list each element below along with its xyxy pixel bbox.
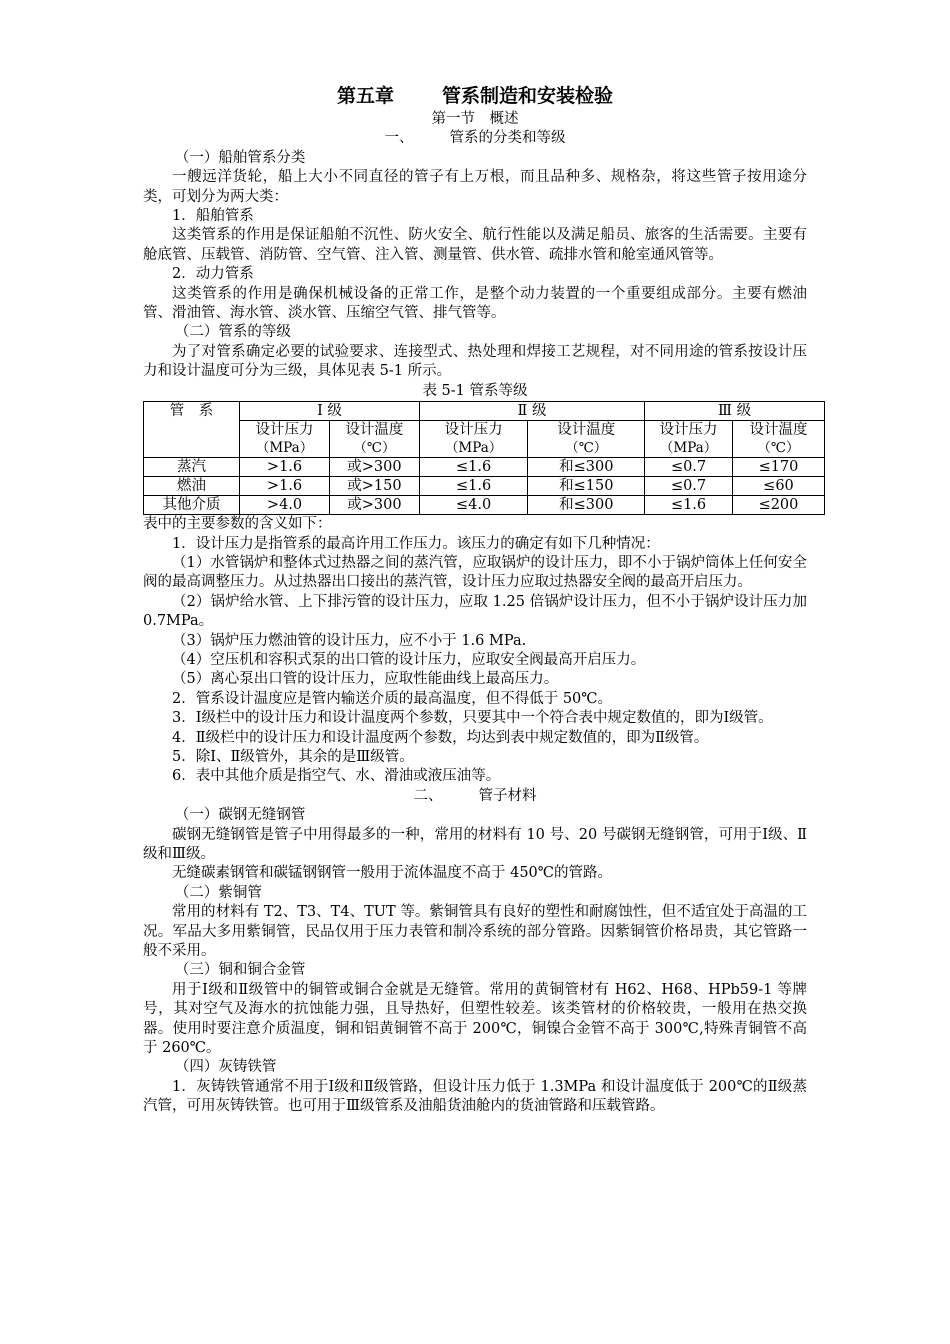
table-row xyxy=(144,458,825,477)
heading-ship-pipe-classification: （一）船舶管系分类 xyxy=(174,149,306,166)
paragraph: （1）水管锅炉和整体式过热器之间的蒸汽管，应取锅炉的设计压力，即不小于锅炉筒体上任何安全阀的最高调整压力。从过热器出口接出的蒸汽管，设计压力应取过热器安全阀的最高开启压力。 xyxy=(143,554,807,591)
chapter-title xyxy=(143,84,807,108)
document-page xyxy=(143,84,807,1117)
paragraph: 4．Ⅱ级栏中的设计压力和设计温度两个参数，均达到表中规定数值的，即为Ⅱ级管。 xyxy=(172,729,709,746)
row-name: 燃油 xyxy=(144,477,240,496)
paragraph: 无缝碳素钢管和碳锰钢钢管一般用于流体温度不高于 450℃的管路。 xyxy=(172,865,613,882)
cell: ≤200 xyxy=(732,496,824,515)
paragraph: 1．设计压力是指管系的最高许用工作压力。该压力的确定有如下几种情况： xyxy=(172,535,660,552)
paragraph: 这类管系的作用是确保机械设备的正常工作，是整个动力装置的一个重要组成部分。主要有燃油管、滑油管、海水管、淡水管、压缩空气管、排气管等。 xyxy=(143,285,807,322)
paragraph: （2）锅炉给水管、上下排污管的设计压力，应取 1.25 倍锅炉设计压力，但不小于锅炉设计压力加 0.7MPa。 xyxy=(143,593,807,630)
paragraph: 6．表中其他介质是指空气、水、滑油或液压油等。 xyxy=(172,768,501,785)
header-grade-2: Ⅱ 级 xyxy=(419,402,644,421)
paragraph: 2．管系设计温度应是管内输送介质的最高温度，但不得低于 50℃。 xyxy=(172,690,613,707)
header-pressure: 设计压力 （MPa） xyxy=(240,421,330,458)
paragraph: 用于Ⅰ级和Ⅱ级管中的铜管或铜合金就是无缝管。常用的黄铜管材有 H62、H68、HPb59-1 等牌号，其对空气及海水的抗蚀能力强，且导热好，但塑性较差。该类管材的价格较贵，一般用在热交换器。使用时要注意介质温度，铜和铝黄铜管不高于 200℃，铜镍合金管不高于 300℃,特殊青铜管不高于 260℃。 xyxy=(143,981,807,1057)
section-heading: 第一节 概述 xyxy=(431,111,519,127)
cell: >4.0 xyxy=(240,496,330,515)
cell: 或>150 xyxy=(329,477,419,496)
paragraph: 一艘远洋货轮，船上大小不同直径的管子有上万根，而且品种多、规格杂，将这些管子按用途分类，可划分为两大类： xyxy=(143,169,807,205)
cell: ≤0.7 xyxy=(645,458,733,477)
heading-copper-pipe: （二）紫铜管 xyxy=(174,884,262,901)
paragraph: 这类管系的作用是保证船舶不沉性、防火安全、航行性能以及满足船员、旅客的生活需要。主要有舱底管、压载管、消防管、空气管、注入管、测量管、供水管、疏排水管和舱室通风管等。 xyxy=(143,227,807,263)
paragraph: （3）锅炉压力燃油管的设计压力，应不小于 1.6 MPa. xyxy=(172,632,527,649)
heading-gray-cast-iron-pipe: （四）灰铸铁管 xyxy=(174,1059,277,1076)
header-pressure: 设计压力 （MPa） xyxy=(645,421,733,458)
cell: 和≤300 xyxy=(528,458,645,477)
table-header-row xyxy=(144,402,825,421)
paragraph: 5．除Ⅰ、Ⅱ级管外，其余的是Ⅲ级管。 xyxy=(172,748,414,765)
paragraph: 常用的材料有 T2、T3、T4、TUT 等。紫铜管具有良好的塑性和耐腐蚀性，但不适宜处于高温的工况。军品大多用紫铜管，民品仅用于压力表管和制冷系统的部分管路。因紫铜管价格昂贵，其它管路一般不采用。 xyxy=(143,904,807,960)
item-heading: 2．动力管系 xyxy=(172,266,254,283)
cell: 和≤300 xyxy=(528,496,645,515)
cell: ≤1.6 xyxy=(645,496,733,515)
heading-carbon-steel-pipe: （一）碳钢无缝钢管 xyxy=(174,807,306,824)
heading-pipe-grades: （二）管系的等级 xyxy=(174,324,291,341)
chapter-name: 管系制造和安装检验 xyxy=(442,85,614,107)
cell: ≤1.6 xyxy=(419,458,528,477)
table-row xyxy=(144,496,825,515)
cell: ≤4.0 xyxy=(419,496,528,515)
table-row xyxy=(144,477,825,496)
paragraph: 表中的主要参数的含义如下： xyxy=(143,516,332,533)
header-pipe: 管 系 xyxy=(144,402,240,458)
header-temperature: 设计温度 （℃） xyxy=(732,421,824,458)
row-name: 蒸汽 xyxy=(144,458,240,477)
cell: ≤170 xyxy=(732,458,824,477)
paragraph: 为了对管系确定必要的试验要求、连接型式、热处理和焊接工艺规程，对不同用途的管系按设计压力和设计温度可分为三级，具体见表 5-1 所示。 xyxy=(143,343,807,380)
header-temperature: 设计温度 （℃） xyxy=(329,421,419,458)
header-grade-3: Ⅲ 级 xyxy=(645,402,825,421)
paragraph: 碳钢无缝钢管是管子中用得最多的一种，常用的材料有 10 号、20 号碳钢无缝钢管，可用于Ⅰ级、Ⅱ级和Ⅲ级。 xyxy=(143,826,807,862)
table-caption: 表 5-1 管系等级 xyxy=(422,382,528,399)
cell: >1.6 xyxy=(240,477,330,496)
paragraph: （5）离心泵出口管的设计压力，应取性能曲线上最高压力。 xyxy=(172,671,559,688)
header-grade-1: Ⅰ 级 xyxy=(240,402,420,421)
row-name: 其他介质 xyxy=(144,496,240,515)
header-temperature: 设计温度 （℃） xyxy=(528,421,645,458)
cell: 和≤150 xyxy=(528,477,645,496)
header-pressure: 设计压力 （MPa） xyxy=(419,421,528,458)
subsection-heading: 二、 管子材料 xyxy=(413,787,537,804)
cell: >1.6 xyxy=(240,458,330,477)
paragraph: 3．Ⅰ级栏中的设计压力和设计温度两个参数，只要其中一个符合表中规定数值的，即为Ⅰ级管。 xyxy=(172,710,773,727)
pipe-grade-table xyxy=(143,401,825,515)
table-subheader-row xyxy=(144,421,825,458)
paragraph: （4）空压机和容积式泵的出口管的设计压力，应取安全阀最高开启压力。 xyxy=(172,651,646,668)
cell: ≤60 xyxy=(732,477,824,496)
cell: 或>300 xyxy=(329,496,419,515)
cell: 或>300 xyxy=(329,458,419,477)
chapter-number: 第五章 xyxy=(336,85,394,107)
subsection-heading: 一、 管系的分类和等级 xyxy=(384,130,566,147)
cell: ≤0.7 xyxy=(645,477,733,496)
cell: ≤1.6 xyxy=(419,477,528,496)
heading-copper-alloy-pipe: （三）铜和铜合金管 xyxy=(174,962,306,979)
item-heading: 1．船舶管系 xyxy=(172,208,254,225)
paragraph: 1．灰铸铁管通常不用于Ⅰ级和Ⅱ级管路，但设计压力低于 1.3MPa 和设计温度低于 200℃的Ⅱ级蒸汽管，可用灰铸铁管。也可用于Ⅲ级管系及油船货油舱内的货油管路和压载管路。 xyxy=(143,1078,807,1115)
